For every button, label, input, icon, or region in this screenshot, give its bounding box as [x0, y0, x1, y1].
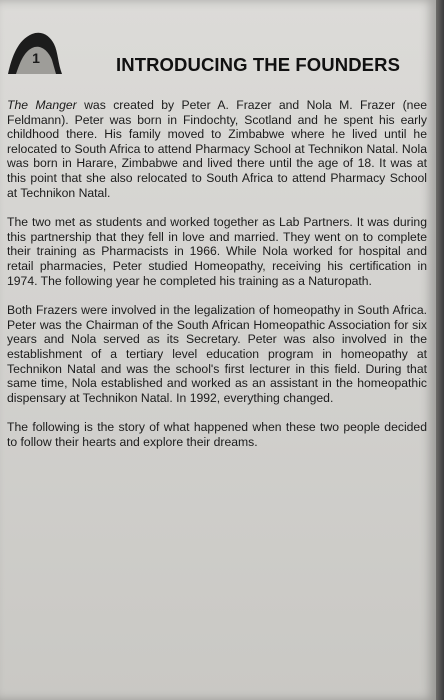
paragraph: The following is the story of what happened when these two people decided to follow their hearts and explore their dreams.: [7, 420, 427, 449]
chapter-number: 1: [32, 50, 40, 66]
page-edge: [436, 0, 444, 700]
chapter-title: INTRODUCING THE FOUNDERS: [116, 54, 401, 75]
paragraph: The two met as students and worked together as Lab Partners. It was during this partnership that they fell in love and married. They went on to complete their training as Pharmacists in 1966. While Nola worked for hospital and retail pharmacies, Peter studied Homeopathy, receiving his certification in 1974. The following year he completed his training as a Naturopath.: [7, 215, 427, 288]
book-title-italic: The Manger: [7, 98, 77, 112]
paragraph: [7, 98, 427, 200]
paragraph-text: was created by Peter A. Frazer and Nola M. Frazer (nee Feldmann). Peter was born in Findochty, Scotland and he spent his early childhood there. His family moved to Zimbabwe where he lived until he relocated to South Africa to attend Pharmacy School at Technikon Natal. Nola was born in Harare, Zimbabwe and lived there until the age of 18. It was at this point that she also relocated to South Africa to attend Pharmacy School at Technikon Natal.: [7, 98, 428, 200]
chapter-body: [7, 98, 427, 464]
paragraph: Both Frazers were involved in the legalization of homeopathy in South Africa. Peter was the Chairman of the South African Homeopathic Association for six years and Nola served as its Secretary. Peter was also involved in the establishment of a tertiary level education program in homeopathy at Technikon Natal and was the school's first lecturer in this field. During that same time, Nola established and worked as an assistant in the homeopathic dispensary at Technikon Natal. In 1992, everything changed.: [7, 303, 427, 405]
